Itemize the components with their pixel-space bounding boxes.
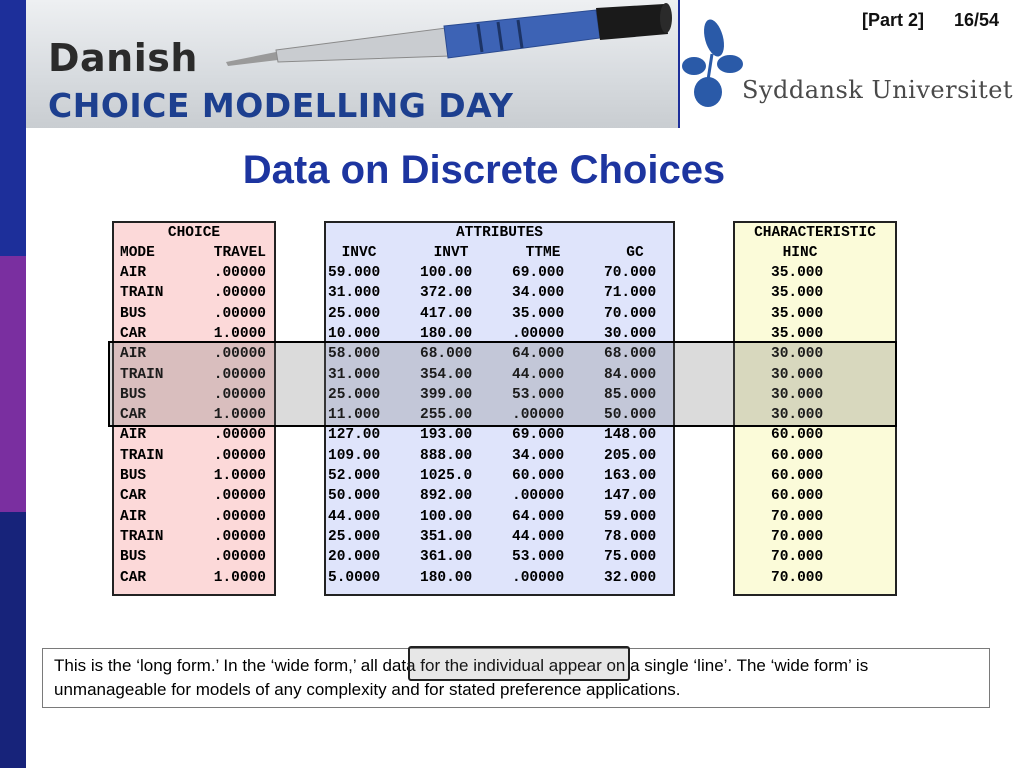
gc-cell: 147.00 bbox=[604, 488, 657, 505]
table-row bbox=[326, 486, 673, 506]
mode-cell: CAR bbox=[120, 488, 147, 505]
mode-cell: BUS bbox=[120, 549, 147, 566]
invt-cell: 354.00 bbox=[420, 366, 473, 383]
mode-cell: AIR bbox=[120, 508, 147, 525]
table-row bbox=[735, 486, 895, 506]
travel-cell: .00000 bbox=[213, 528, 266, 545]
travel-cell: .00000 bbox=[213, 508, 266, 525]
table-row bbox=[735, 507, 895, 527]
table-row bbox=[326, 547, 673, 567]
table-row bbox=[114, 527, 274, 547]
hinc-cell: 70.000 bbox=[771, 549, 824, 566]
mode-cell: BUS bbox=[120, 305, 147, 322]
table-row bbox=[326, 507, 673, 527]
invt-cell: 888.00 bbox=[420, 447, 473, 464]
sidebar-block-bottom bbox=[0, 512, 26, 768]
travel-cell: .00000 bbox=[213, 265, 266, 281]
page-number: 16/54 bbox=[954, 10, 1000, 30]
gc-cell: 70.000 bbox=[604, 305, 657, 322]
table-row bbox=[114, 263, 274, 283]
table-row bbox=[326, 568, 673, 588]
ttme-cell: .00000 bbox=[512, 488, 565, 505]
invt-cell: 892.00 bbox=[420, 488, 473, 505]
attributes-column-headers bbox=[326, 243, 673, 263]
column-header-hinc: HINC bbox=[782, 245, 818, 261]
table-row bbox=[735, 304, 895, 324]
table-row bbox=[326, 527, 673, 547]
invc-cell: 59.000 bbox=[328, 265, 381, 281]
invc-cell: 31.000 bbox=[328, 285, 381, 302]
invc-cell: 50.000 bbox=[328, 488, 381, 505]
table-row bbox=[735, 527, 895, 547]
invt-cell: 361.00 bbox=[420, 549, 473, 566]
ttme-cell: 34.000 bbox=[512, 447, 565, 464]
choice-column-headers bbox=[114, 243, 274, 263]
invc-cell: 127.00 bbox=[328, 427, 381, 444]
invt-cell: 255.00 bbox=[420, 407, 473, 424]
gc-cell: 68.000 bbox=[604, 346, 657, 363]
travel-cell: .00000 bbox=[213, 305, 266, 322]
leaf-logo-icon bbox=[680, 14, 750, 124]
banner-title-line1: Danish bbox=[48, 36, 198, 80]
header-banner bbox=[26, 0, 678, 128]
ttme-cell: 53.000 bbox=[512, 549, 565, 566]
mode-cell: TRAIN bbox=[120, 528, 164, 545]
table-row bbox=[114, 425, 274, 445]
travel-cell: .00000 bbox=[213, 427, 266, 444]
travel-cell: .00000 bbox=[213, 488, 266, 505]
invt-cell: 100.00 bbox=[420, 265, 473, 281]
characteristic-group-header-label: CHARACTERISTIC bbox=[754, 225, 876, 241]
table-row bbox=[326, 466, 673, 486]
gc-cell: 32.000 bbox=[604, 569, 657, 586]
column-header-travel: TRAVEL bbox=[213, 245, 266, 261]
invc-cell: 52.000 bbox=[328, 468, 381, 484]
travel-cell: 1.0000 bbox=[213, 468, 266, 484]
ttme-cell: .00000 bbox=[512, 325, 565, 342]
invc-cell: 25.000 bbox=[328, 305, 381, 322]
table-row bbox=[735, 568, 895, 588]
invc-cell: 109.00 bbox=[328, 447, 381, 464]
hinc-cell: 60.000 bbox=[771, 468, 824, 484]
column-header-invt: INVT bbox=[433, 245, 469, 261]
hinc-cell: 30.000 bbox=[771, 386, 824, 403]
table-row bbox=[735, 466, 895, 486]
invt-cell: 193.00 bbox=[420, 427, 473, 444]
mode-cell: AIR bbox=[120, 265, 147, 281]
hinc-cell: 60.000 bbox=[771, 427, 824, 444]
invc-cell: 58.000 bbox=[328, 346, 381, 363]
travel-cell: .00000 bbox=[213, 386, 266, 403]
mode-cell: TRAIN bbox=[120, 285, 164, 302]
hinc-cell: 60.000 bbox=[771, 447, 824, 464]
gc-cell: 30.000 bbox=[604, 325, 657, 342]
ttme-cell: 53.000 bbox=[512, 386, 565, 403]
hinc-cell: 30.000 bbox=[771, 346, 824, 363]
mode-cell: CAR bbox=[120, 569, 147, 586]
mode-cell: CAR bbox=[120, 407, 147, 424]
slide-title: Data on Discrete Choices bbox=[242, 148, 726, 192]
hinc-cell: 30.000 bbox=[771, 366, 824, 383]
table-row bbox=[735, 547, 895, 567]
invc-cell: 5.0000 bbox=[328, 569, 381, 586]
ttme-cell: 44.000 bbox=[512, 366, 565, 383]
hinc-cell: 70.000 bbox=[771, 528, 824, 545]
travel-cell: .00000 bbox=[213, 285, 266, 302]
table-row bbox=[114, 486, 274, 506]
table-row bbox=[114, 568, 274, 588]
choice-group-header-label: CHOICE bbox=[167, 225, 221, 241]
travel-cell: 1.0000 bbox=[213, 569, 266, 586]
mode-cell: AIR bbox=[120, 427, 147, 444]
gc-cell: 205.00 bbox=[604, 447, 657, 464]
table-row bbox=[326, 283, 673, 303]
invt-cell: 180.00 bbox=[420, 325, 473, 342]
gc-cell: 50.000 bbox=[604, 407, 657, 424]
column-header-gc: GC bbox=[626, 245, 644, 261]
table-row bbox=[326, 425, 673, 445]
invt-cell: 100.00 bbox=[420, 508, 473, 525]
banner-title-line2: CHOICE MODELLING DAY bbox=[48, 86, 514, 125]
travel-cell: .00000 bbox=[213, 447, 266, 464]
gc-cell: 84.000 bbox=[604, 366, 657, 383]
invt-cell: 372.00 bbox=[420, 285, 473, 302]
ttme-cell: .00000 bbox=[512, 569, 565, 586]
mode-cell: CAR bbox=[120, 325, 147, 342]
sidebar-block-top bbox=[0, 0, 26, 256]
invc-cell: 20.000 bbox=[328, 549, 381, 566]
table-row bbox=[735, 446, 895, 466]
hinc-cell: 70.000 bbox=[771, 569, 824, 586]
invt-cell: 180.00 bbox=[420, 569, 473, 586]
invc-cell: 10.000 bbox=[328, 325, 381, 342]
sidebar-block-middle bbox=[0, 256, 26, 512]
travel-cell: 1.0000 bbox=[213, 407, 266, 424]
gc-cell: 163.00 bbox=[604, 468, 657, 484]
travel-cell: .00000 bbox=[213, 366, 266, 383]
ttme-cell: 64.000 bbox=[512, 346, 565, 363]
table-row bbox=[326, 446, 673, 466]
explanation-note: This is the ‘long form.’ In the ‘wide form,’ all data for the individual appear on a single ‘line’. The ‘wide form’ is unmanageable for models of any complexity and for stated preference applications. bbox=[42, 648, 990, 708]
ttme-cell: 69.000 bbox=[512, 427, 565, 444]
invc-cell: 25.000 bbox=[328, 386, 381, 403]
characteristic-group-header bbox=[735, 223, 895, 243]
ttme-cell: 64.000 bbox=[512, 508, 565, 525]
mode-cell: BUS bbox=[120, 468, 147, 484]
column-header-ttme: TTME bbox=[525, 245, 561, 261]
choice-group-header bbox=[114, 223, 274, 243]
pen-icon bbox=[216, 0, 676, 80]
gc-cell: 75.000 bbox=[604, 549, 657, 566]
table-row bbox=[735, 283, 895, 303]
table-row bbox=[735, 263, 895, 283]
table-row bbox=[114, 283, 274, 303]
gc-cell: 78.000 bbox=[604, 528, 657, 545]
invc-cell: 31.000 bbox=[328, 366, 381, 383]
invc-cell: 25.000 bbox=[328, 528, 381, 545]
ttme-cell: 44.000 bbox=[512, 528, 565, 545]
mode-cell: TRAIN bbox=[120, 366, 164, 383]
hinc-cell: 70.000 bbox=[771, 508, 824, 525]
attributes-group-header-label: ATTRIBUTES bbox=[455, 225, 543, 241]
ttme-cell: 35.000 bbox=[512, 305, 565, 322]
hinc-cell: 30.000 bbox=[771, 407, 824, 424]
invt-cell: 399.00 bbox=[420, 386, 473, 403]
table-row bbox=[114, 446, 274, 466]
invc-cell: 44.000 bbox=[328, 508, 381, 525]
table-row bbox=[114, 547, 274, 567]
hinc-cell: 35.000 bbox=[771, 285, 824, 302]
column-header-mode: MODE bbox=[120, 245, 155, 261]
table-row bbox=[326, 263, 673, 283]
gc-cell: 148.00 bbox=[604, 427, 657, 444]
gc-cell: 71.000 bbox=[604, 285, 657, 302]
part-label: [Part 2] bbox=[862, 10, 925, 30]
hinc-cell: 35.000 bbox=[771, 305, 824, 322]
ttme-cell: 60.000 bbox=[512, 468, 565, 484]
column-header-invc: INVC bbox=[341, 245, 377, 261]
invc-cell: 11.000 bbox=[328, 407, 381, 424]
travel-cell: .00000 bbox=[213, 346, 266, 363]
gc-cell: 59.000 bbox=[604, 508, 657, 525]
ttme-cell: 69.000 bbox=[512, 265, 565, 281]
travel-cell: .00000 bbox=[213, 549, 266, 566]
table-row bbox=[326, 304, 673, 324]
invt-cell: 417.00 bbox=[420, 305, 473, 322]
table-row bbox=[114, 466, 274, 486]
university-name: Syddansk Universitet bbox=[742, 76, 1014, 104]
highlight-band bbox=[108, 341, 897, 427]
table-row bbox=[114, 304, 274, 324]
invt-cell: 68.000 bbox=[420, 346, 473, 363]
ttme-cell: 34.000 bbox=[512, 285, 565, 302]
invt-cell: 1025.0 bbox=[420, 468, 473, 484]
note-highlight-box bbox=[408, 646, 630, 681]
characteristic-column-headers bbox=[735, 243, 895, 263]
gc-cell: 85.000 bbox=[604, 386, 657, 403]
travel-cell: 1.0000 bbox=[213, 325, 266, 342]
ttme-cell: .00000 bbox=[512, 407, 565, 424]
table-row bbox=[735, 425, 895, 445]
mode-cell: BUS bbox=[120, 386, 147, 403]
table-row bbox=[114, 507, 274, 527]
gc-cell: 70.000 bbox=[604, 265, 657, 281]
hinc-cell: 35.000 bbox=[771, 325, 824, 342]
hinc-cell: 60.000 bbox=[771, 488, 824, 505]
hinc-cell: 35.000 bbox=[771, 265, 824, 281]
sidebar-decoration bbox=[0, 0, 26, 768]
invt-cell: 351.00 bbox=[420, 528, 473, 545]
mode-cell: AIR bbox=[120, 346, 147, 363]
mode-cell: TRAIN bbox=[120, 447, 164, 464]
attributes-group-header bbox=[326, 223, 673, 243]
